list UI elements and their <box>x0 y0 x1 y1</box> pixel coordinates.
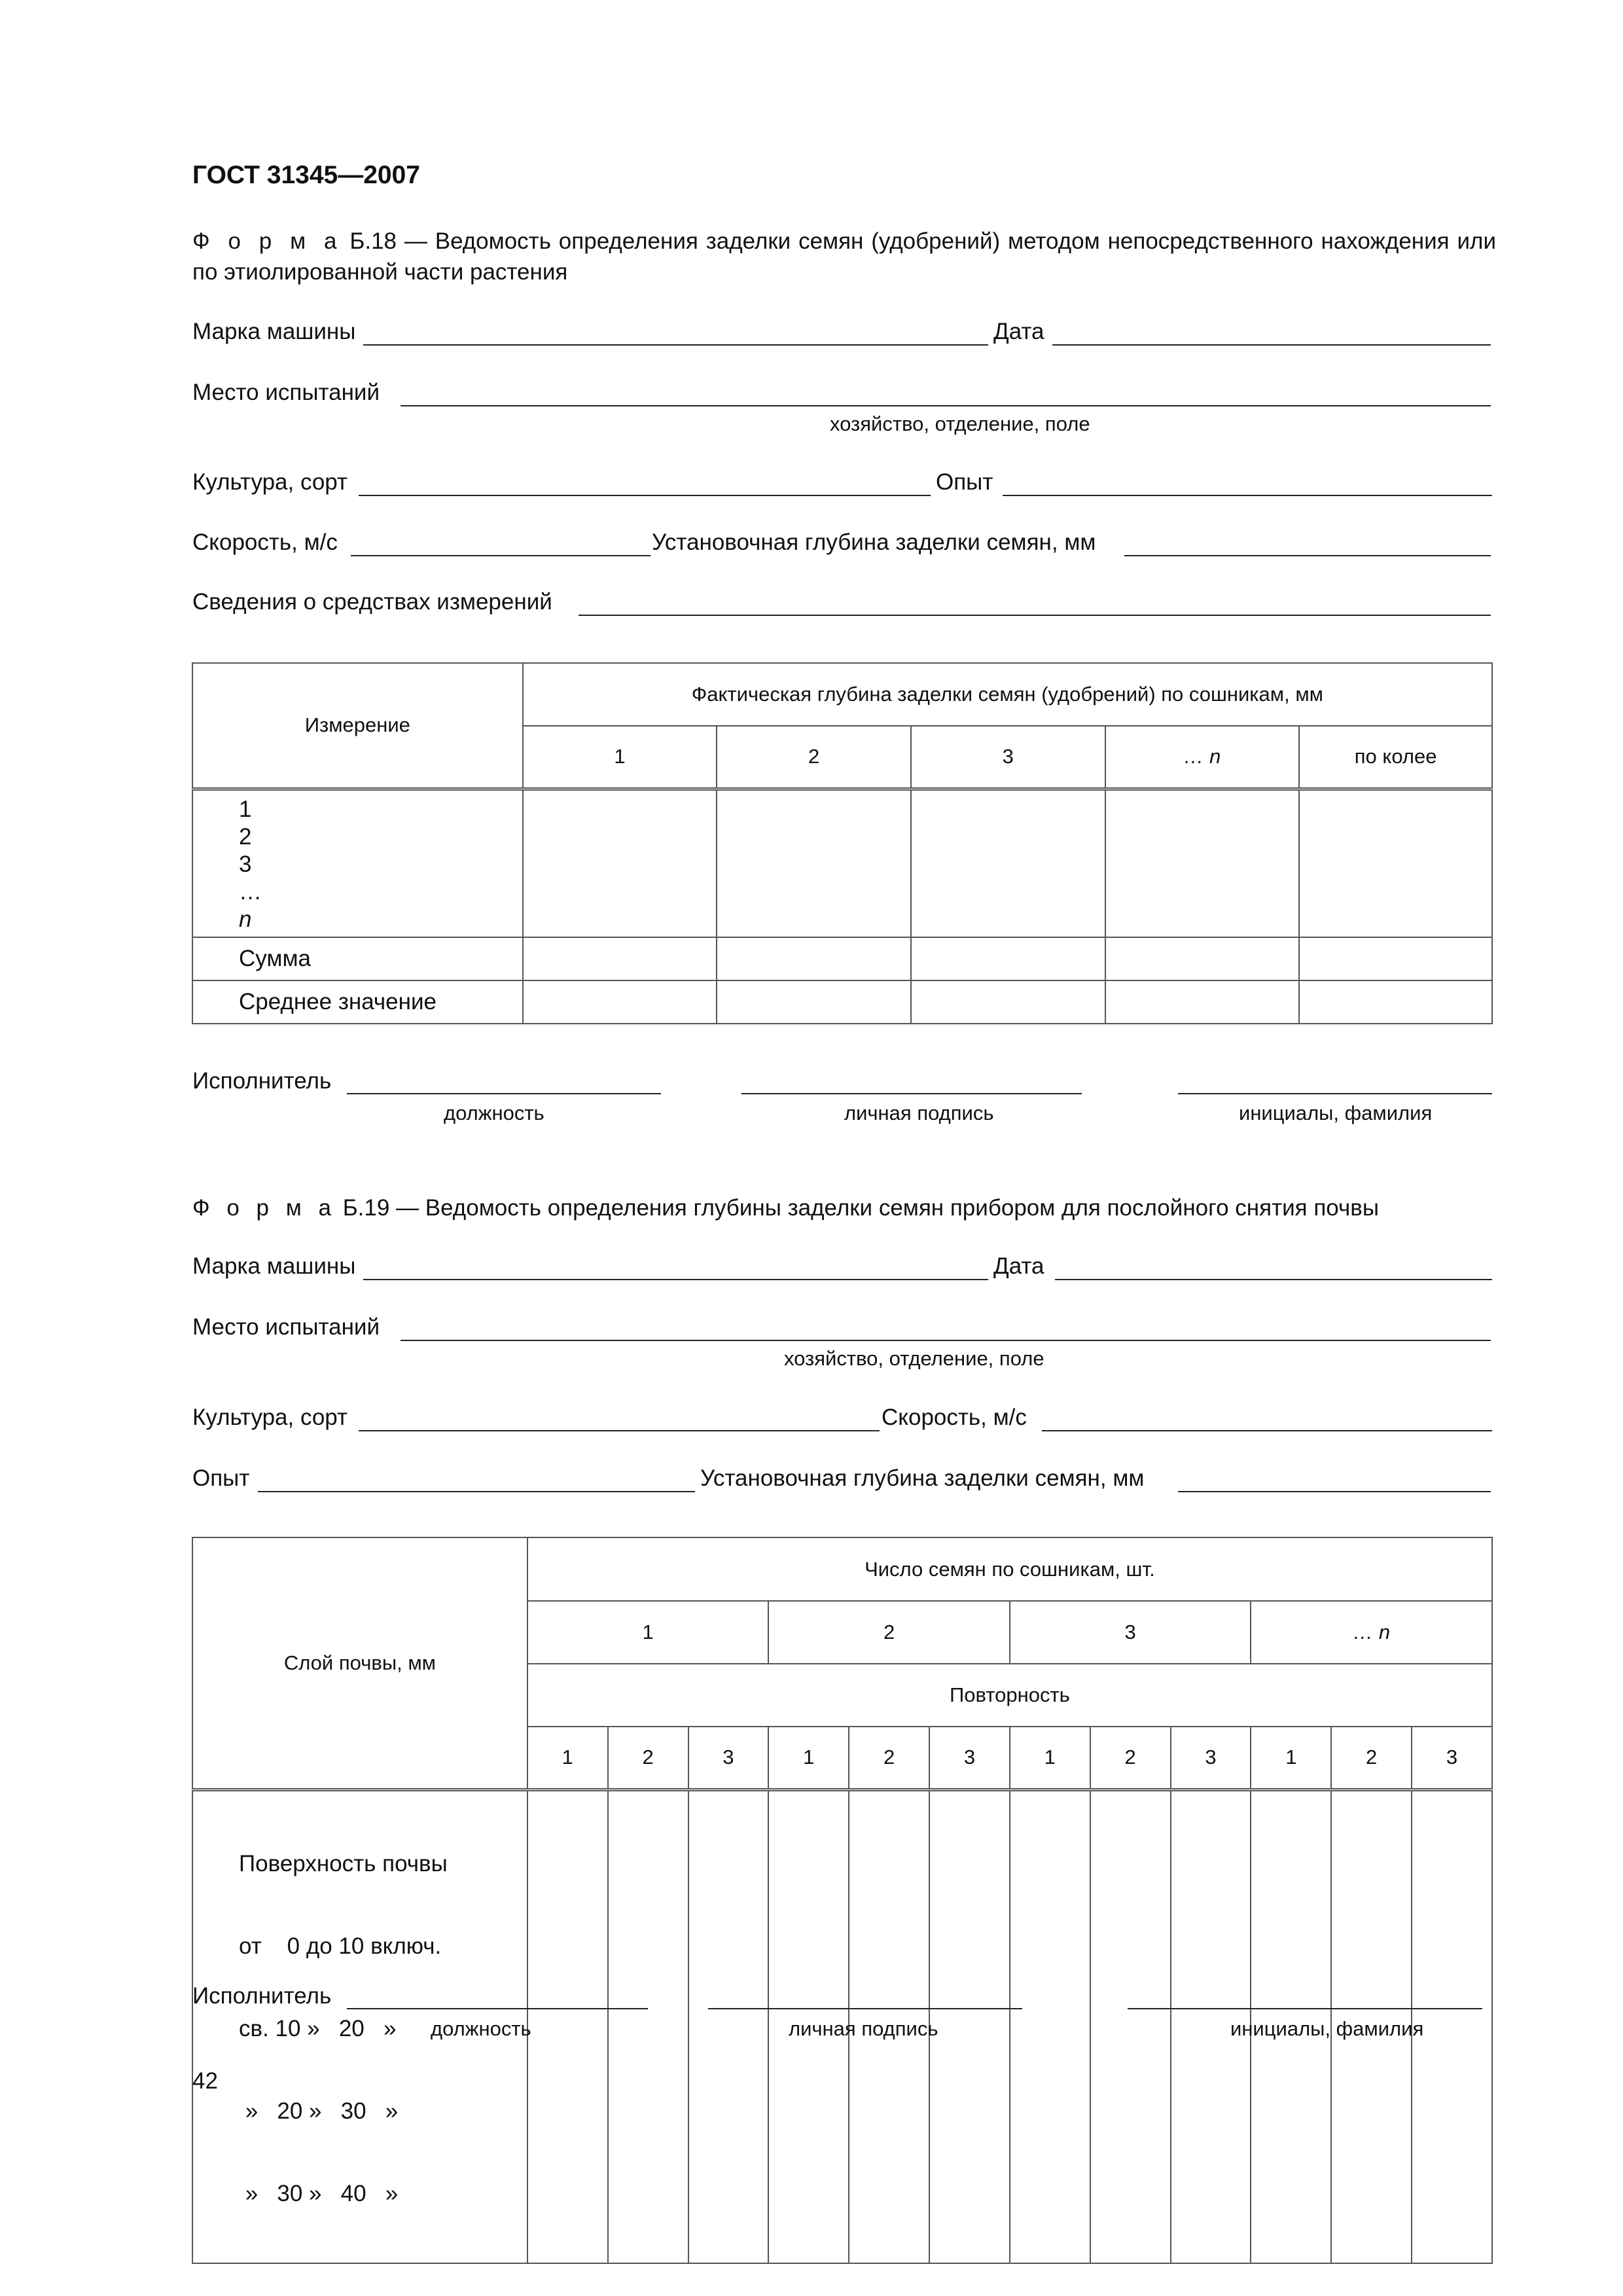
executor-label: Исполнитель <box>192 1068 332 1094</box>
trial-label-2: Опыт <box>192 1465 250 1491</box>
soil-layer-header: Слой почвы, мм <box>192 1537 527 1789</box>
depth-label-2: Установочная глубина заделки семян, мм <box>700 1465 1145 1491</box>
table-cell[interactable] <box>1105 937 1300 980</box>
crop-label: Культура, сорт <box>192 469 348 495</box>
coulter-2-header: 2 <box>768 1601 1010 1664</box>
crop-field-2[interactable] <box>359 1430 880 1431</box>
table-cell[interactable] <box>717 789 911 937</box>
repeat-col: 2 <box>849 1727 929 1789</box>
instruments-field[interactable] <box>579 615 1491 616</box>
coulter-col-3: 3 <box>911 726 1105 789</box>
executor-position-field[interactable] <box>347 1093 661 1094</box>
place-caption: хозяйство, отделение, поле <box>830 412 1090 435</box>
machine-label: Марка машины <box>192 319 356 344</box>
speed-label: Скорость, м/с <box>192 529 338 555</box>
depth-label: Установочная глубина заделки семян, мм <box>652 529 1096 555</box>
crop-field[interactable] <box>359 495 931 496</box>
form-b19-title <box>192 1193 1496 1223</box>
measurement-2: 2 <box>239 823 252 850</box>
measurement-1: 1 <box>239 796 252 822</box>
executor-position-caption: должность <box>444 1102 544 1124</box>
table-cell[interactable] <box>1105 789 1300 937</box>
track-col: по колее <box>1299 726 1492 789</box>
place-field[interactable] <box>401 405 1491 406</box>
measurement-header: Измерение <box>192 663 523 789</box>
executor-signature-caption: личная подпись <box>844 1102 994 1124</box>
executor-name-caption: инициалы, фамилия <box>1239 1102 1433 1124</box>
repeat-col: 3 <box>1412 1727 1492 1789</box>
table-cell[interactable] <box>717 937 911 980</box>
mean-row-label: Среднее значение <box>192 980 523 1024</box>
date-field[interactable] <box>1052 344 1491 346</box>
repeat-col: 1 <box>527 1727 608 1789</box>
repeat-col: 1 <box>1251 1727 1331 1789</box>
executor-name-field[interactable] <box>1178 1093 1492 1094</box>
date-field-2[interactable] <box>1055 1279 1492 1280</box>
form-b18-title <box>192 226 1496 287</box>
coulter-n-header: … n <box>1251 1601 1492 1664</box>
form-b18-table <box>192 662 1493 1024</box>
coulter-1-header: 1 <box>527 1601 769 1664</box>
table-cell[interactable] <box>929 1789 1010 2263</box>
form-b18-title-text: Б.18 — Ведомость определения заделки семян (удобрений) методом непосредственного нахождения или по этиолированной части растения <box>192 228 1496 285</box>
table-cell[interactable] <box>1299 937 1492 980</box>
depth-field-2[interactable] <box>1178 1491 1491 1492</box>
table-cell[interactable] <box>911 789 1105 937</box>
repeat-col: 3 <box>929 1727 1010 1789</box>
date-label-2: Дата <box>993 1253 1044 1279</box>
table-cell[interactable] <box>1010 1789 1090 2263</box>
table-cell[interactable] <box>717 980 911 1024</box>
repeat-col: 3 <box>688 1727 769 1789</box>
place-field-2[interactable] <box>401 1340 1491 1341</box>
measurement-n: n <box>239 906 252 932</box>
executor-position-field-2[interactable] <box>347 2008 648 2009</box>
repeat-col: 2 <box>608 1727 688 1789</box>
instruments-label: Сведения о средствах измерений <box>192 589 552 615</box>
repeat-col: 1 <box>768 1727 849 1789</box>
sum-row-label: Сумма <box>192 937 523 980</box>
document-code: ГОСТ 31345—2007 <box>192 161 420 189</box>
executor-position-caption-2: должность <box>431 2017 531 2040</box>
place-label: Место испытаний <box>192 380 380 405</box>
repeat-col: 2 <box>1331 1727 1412 1789</box>
coulter-3-header: 3 <box>1010 1601 1251 1664</box>
repeat-col: 1 <box>1010 1727 1090 1789</box>
table-cell[interactable] <box>688 1789 769 2263</box>
depth-field[interactable] <box>1124 555 1491 556</box>
crop-label-2: Культура, сорт <box>192 1405 348 1430</box>
measurement-ellipsis: … <box>239 878 262 905</box>
table-cell[interactable] <box>608 1789 688 2263</box>
trial-field-2[interactable] <box>258 1491 695 1492</box>
trial-field[interactable] <box>1003 495 1492 496</box>
speed-label-2: Скорость, м/с <box>882 1405 1027 1430</box>
table-cell[interactable] <box>523 980 717 1024</box>
soil-layer-surface: Поверхность почвы <box>239 1850 448 1876</box>
measurement-3: 3 <box>239 851 252 877</box>
executor-name-caption-2: инициалы, фамилия <box>1230 2017 1424 2040</box>
page-number: 42 <box>192 2068 218 2094</box>
table-cell[interactable] <box>527 1789 608 2263</box>
executor-signature-caption-2: личная подпись <box>789 2017 938 2040</box>
form-b19-table <box>192 1537 1493 2264</box>
soil-layer-0-10: от 0 до 10 включ. <box>239 1933 442 1959</box>
table-cell[interactable] <box>1105 980 1300 1024</box>
repeat-col: 3 <box>1171 1727 1251 1789</box>
table-cell[interactable] <box>1299 980 1492 1024</box>
form-b19-prefix: Ф о р м а <box>192 1195 336 1221</box>
measurement-numbers <box>192 789 523 937</box>
machine-label-2: Марка машины <box>192 1253 356 1279</box>
executor-label-2: Исполнитель <box>192 1983 332 2009</box>
machine-field[interactable] <box>363 344 988 346</box>
coulter-col-n: … n <box>1105 726 1300 789</box>
repetition-header: Повторность <box>527 1664 1492 1727</box>
place-label-2: Место испытаний <box>192 1314 380 1340</box>
repeat-col: 2 <box>1090 1727 1171 1789</box>
table-cell[interactable] <box>911 937 1105 980</box>
date-label: Дата <box>993 319 1044 344</box>
form-b18-prefix: Ф о р м а <box>192 228 342 254</box>
speed-field-2[interactable] <box>1042 1430 1492 1431</box>
table-cell[interactable] <box>1299 789 1492 937</box>
table-cell[interactable] <box>1090 1789 1171 2263</box>
speed-field[interactable] <box>351 555 651 556</box>
executor-signature-field[interactable] <box>741 1093 1082 1094</box>
executor-name-field-2[interactable] <box>1128 2008 1482 2009</box>
seed-count-header: Число семян по сошникам, шт. <box>527 1537 1492 1601</box>
table-cell[interactable] <box>1412 1789 1492 2263</box>
table-cell[interactable] <box>523 789 717 937</box>
table-cell[interactable] <box>523 937 717 980</box>
machine-field-2[interactable] <box>363 1279 988 1280</box>
coulter-col-1: 1 <box>523 726 717 789</box>
executor-signature-field-2[interactable] <box>708 2008 1022 2009</box>
table-cell[interactable] <box>911 980 1105 1024</box>
soil-layer-10-20: св. 10 » 20 » <box>239 2015 397 2041</box>
soil-layer-30-40: » 30 » 40 » <box>239 2180 399 2206</box>
trial-label: Опыт <box>936 469 993 495</box>
form-b19-title-text: Б.19 — Ведомость определения глубины заделки семян прибором для послойного снятия почвы <box>336 1195 1379 1221</box>
place-caption-2: хозяйство, отделение, поле <box>784 1347 1044 1370</box>
depth-group-header: Фактическая глубина заделки семян (удобрений) по сошникам, мм <box>523 663 1492 726</box>
coulter-col-2: 2 <box>717 726 911 789</box>
soil-layer-20-30: » 20 » 30 » <box>239 2098 399 2124</box>
